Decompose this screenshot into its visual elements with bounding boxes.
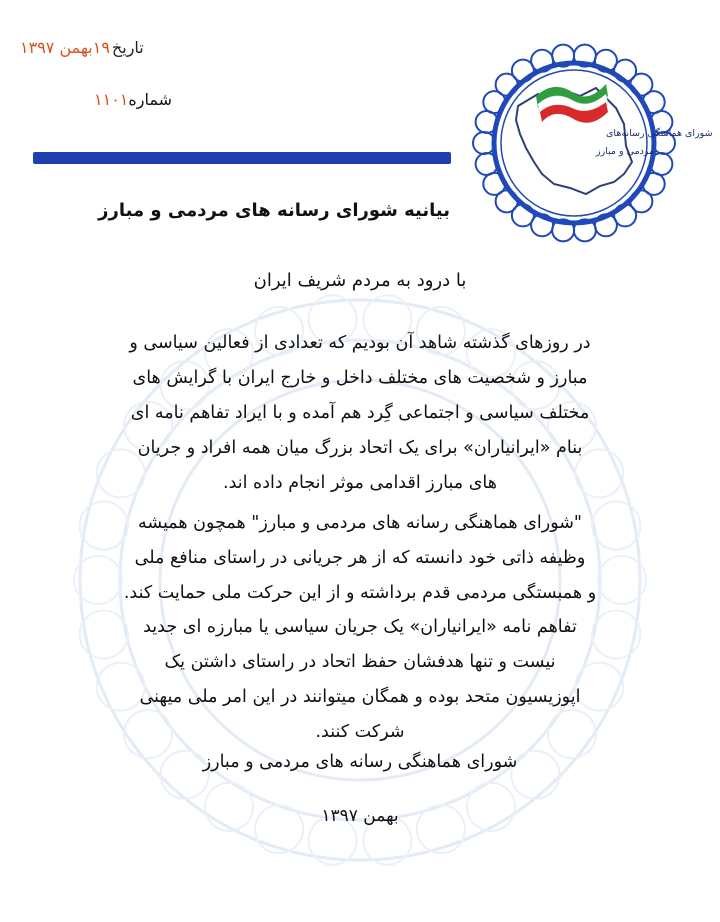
paragraph-1 [50, 326, 670, 501]
text-line: بنام «ایرانیاران» برای یک اتحاد بزرگ میان همه افراد و جریان [137, 438, 583, 458]
paragraph-3 [50, 610, 670, 750]
text-line: در روزهای گذشته شاهد آن بودیم که تعدادی از فعالین سیاسی و [129, 333, 591, 353]
document-date [20, 38, 144, 57]
footer-date: بهمن ۱۳۹۷ [321, 806, 399, 826]
text-line: مبارز و شخصیت های مختلف داخل و خارج ایران با گرایش های [132, 368, 588, 388]
text-line: "شورای هماهنگی رسانه های مردمی و مبارز" همچون همیشه [138, 513, 582, 533]
text-line: وظیفه ذاتی خود دانسته که از هر جریانی در راستای منافع ملی [134, 548, 586, 568]
text-line: های مبارز اقدامی موثر انجام داده اند. [223, 473, 497, 493]
text-line: اپوزیسیون متحد بوده و همگان میتوانند در این امر ملی میهنی [139, 687, 581, 707]
text-line: نیست و تنها هدفشان حفظ اتحاد در راستای داشتن یک [164, 652, 556, 672]
text-line: تفاهم نامه «ایرانیاران» یک جریان سیاسی یا مبارزه ای جدید [143, 617, 577, 637]
signature: شورای هماهنگی رسانه های مردمی و مبارز [202, 752, 518, 772]
council-logo-icon [456, 44, 713, 242]
logo-text-line1: شورای هماهنگی رسانه‌های [606, 128, 713, 139]
number-value: ۱۱۰۱ [94, 90, 129, 109]
document-heading: بیانیه شورای رسانه های مردمی و مبارز [98, 200, 450, 221]
document-number [60, 90, 172, 109]
date-label: تاریخ [111, 38, 144, 57]
text-line: شرکت کنند. [315, 722, 405, 742]
logo-text-line2: مردمی و مبارز [596, 146, 655, 157]
text-line: مختلف سیاسی و اجتماعی گِرد هم آمده و با ایراد تفاهم نامه ای [130, 403, 590, 423]
paragraph-2 [50, 506, 670, 611]
text-line: و همبستگی مردمی قدم برداشته و از این حرکت ملی حمایت کند. [123, 583, 597, 603]
header-divider [33, 152, 451, 164]
greeting: با درود به مردم شریف ایران [253, 270, 467, 291]
date-value: ۱۹بهمن ۱۳۹۷ [20, 38, 110, 57]
number-label: شماره [128, 90, 173, 109]
